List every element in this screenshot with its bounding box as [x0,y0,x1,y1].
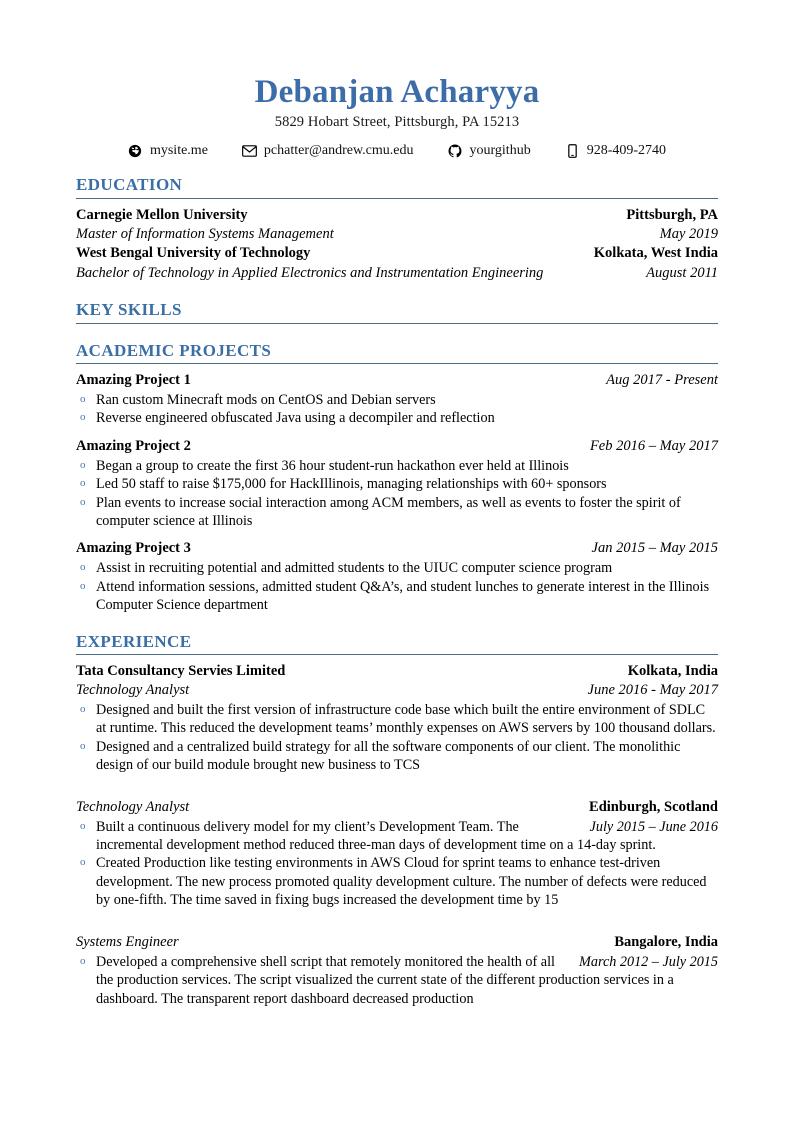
list-item [76,818,718,855]
project-title: Amazing Project 1 [76,372,191,389]
experience-date: o July 2015 – June 2016 [589,818,718,835]
list-item: o Designed and a centralized build strategy for all the software components of our client. The monolithic design of our build module brought new business to TCS [76,738,718,775]
github-icon [448,143,463,158]
page-title: Debanjan Acharyya [254,74,540,110]
education-date: May 2019 [659,226,718,243]
project-date: Aug 2017 - Present [606,372,718,389]
section-title-experience: EXPERIENCE [76,631,192,651]
section-key-skills [76,300,718,324]
experience-bullets [76,953,718,1008]
list-item [76,953,718,1008]
project-entry [76,437,718,531]
education-degree: Master of Information Systems Management [76,226,334,243]
contact-github[interactable] [431,143,548,158]
experience-role: Technology Analyst [76,798,190,815]
experience-role: Systems Engineer [76,933,179,950]
section-title-academic-projects: ACADEMIC PROJECTS [76,340,272,360]
experience-location: Edinburgh, Scotland [589,798,718,815]
list-item: o Designed and built the first version of infrastructure code base which built the entire environment of SDLC at runtime. This reduced the development teams’ monthly expenses on AWS servers by 100 thousand dollars. [76,701,718,738]
resume-header [76,0,718,158]
section-divider [76,363,718,364]
contact-website-label: mysite.me [149,142,208,158]
contact-row [76,143,718,158]
education-degree: Bachelor of Technology in Applied Electronics and Instrumentation Engineering [76,264,544,281]
experience-entry [76,798,718,910]
list-item: o Attend information sessions, admitted student Q&A’s, and student lunches to generate interest in the Illinois Computer Science department [76,578,718,615]
section-academic-projects [76,341,718,615]
project-entry [76,371,718,428]
phone-icon [565,143,580,158]
section-title-key-skills: KEY SKILLS [76,299,182,319]
list-item: o Began a group to create the first 36 hour student-run hackathon ever held at Illinois [76,457,718,475]
section-education [76,175,718,283]
list-item: o Led 50 staff to raise $175,000 for HackIllinois, managing relationships with 60+ sponsors [76,475,718,493]
experience-entry [76,662,718,775]
list-item-text: Developed a comprehensive shell script that remotely monitored the health of all the production services. The script visualized the current state of the different production services in a dashboard. The transparent report dashboard decreased production [96,953,674,1007]
list-item: o Assist in recruiting potential and admitted students to the UIUC computer science program [76,559,718,577]
project-title: Amazing Project 2 [76,437,191,454]
list-item: o Plan events to increase social interaction among ACM members, as well as events to foster the spirit of computer science at Illinois [76,494,718,531]
contact-phone-label: 928-409-2740 [586,142,667,158]
education-school: Carnegie Mellon University [76,206,248,223]
list-item: o Reverse engineered obfuscated Java using a decompiler and reflection [76,409,718,427]
experience-role: Technology Analyst [76,682,190,699]
experience-bullets [76,818,718,910]
list-item: o Ran custom Minecraft mods on CentOS and Debian servers [76,391,718,409]
experience-list [76,662,718,1008]
experience-date: o March 2012 – July 2015 [579,953,718,970]
section-title-education: EDUCATION [76,175,183,195]
experience-date: June 2016 - May 2017 [587,682,718,699]
contact-email[interactable] [225,143,431,158]
education-location: Kolkata, West India [593,245,718,262]
project-title: Amazing Project 3 [76,540,191,557]
experience-company: Tata Consultancy Servies Limited [76,663,286,680]
contact-email-label: pchatter@andrew.cmu.edu [263,142,414,158]
list-item: o Created Production like testing environments in AWS Cloud for sprint teams to enhance test-driven development. The new process promoted quality development culture. The number of defects were reduced by one-fifth. The time saved in fixing bugs increased the development time by 15 [76,854,718,909]
section-divider [76,654,718,655]
experience-entry [76,933,718,1008]
project-entry [76,539,718,614]
experience-location: Kolkata, India [627,663,718,680]
project-bullets [76,559,718,614]
contact-github-label: yourgithub [469,142,531,158]
education-item [76,206,718,245]
education-school: West Bengal University of Technology [76,245,311,262]
academic-projects-list [76,371,718,615]
project-bullets [76,391,718,428]
education-date: August 2011 [646,264,718,281]
envelope-icon [242,143,257,158]
project-bullets [76,457,718,531]
project-date: Jan 2015 – May 2015 [591,540,718,557]
contact-website[interactable] [111,143,225,158]
address-line: 5829 Hobart Street, Pittsburgh, PA 15213 [274,114,520,131]
section-experience [76,632,718,1008]
education-item [76,244,718,283]
section-divider [76,198,718,199]
globe-icon [128,143,143,158]
experience-location: Bangalore, India [614,933,718,950]
project-date: Feb 2016 – May 2017 [589,437,718,454]
contact-phone[interactable] [548,143,683,158]
list-item-text: Built a continuous delivery model for my client’s Development Team. The incremental development method reduced three-man days of development time on a 14-day sprint. [96,818,656,854]
section-divider [76,323,718,324]
education-list [76,206,718,283]
experience-bullets [76,701,718,775]
education-location: Pittsburgh, PA [626,206,718,223]
